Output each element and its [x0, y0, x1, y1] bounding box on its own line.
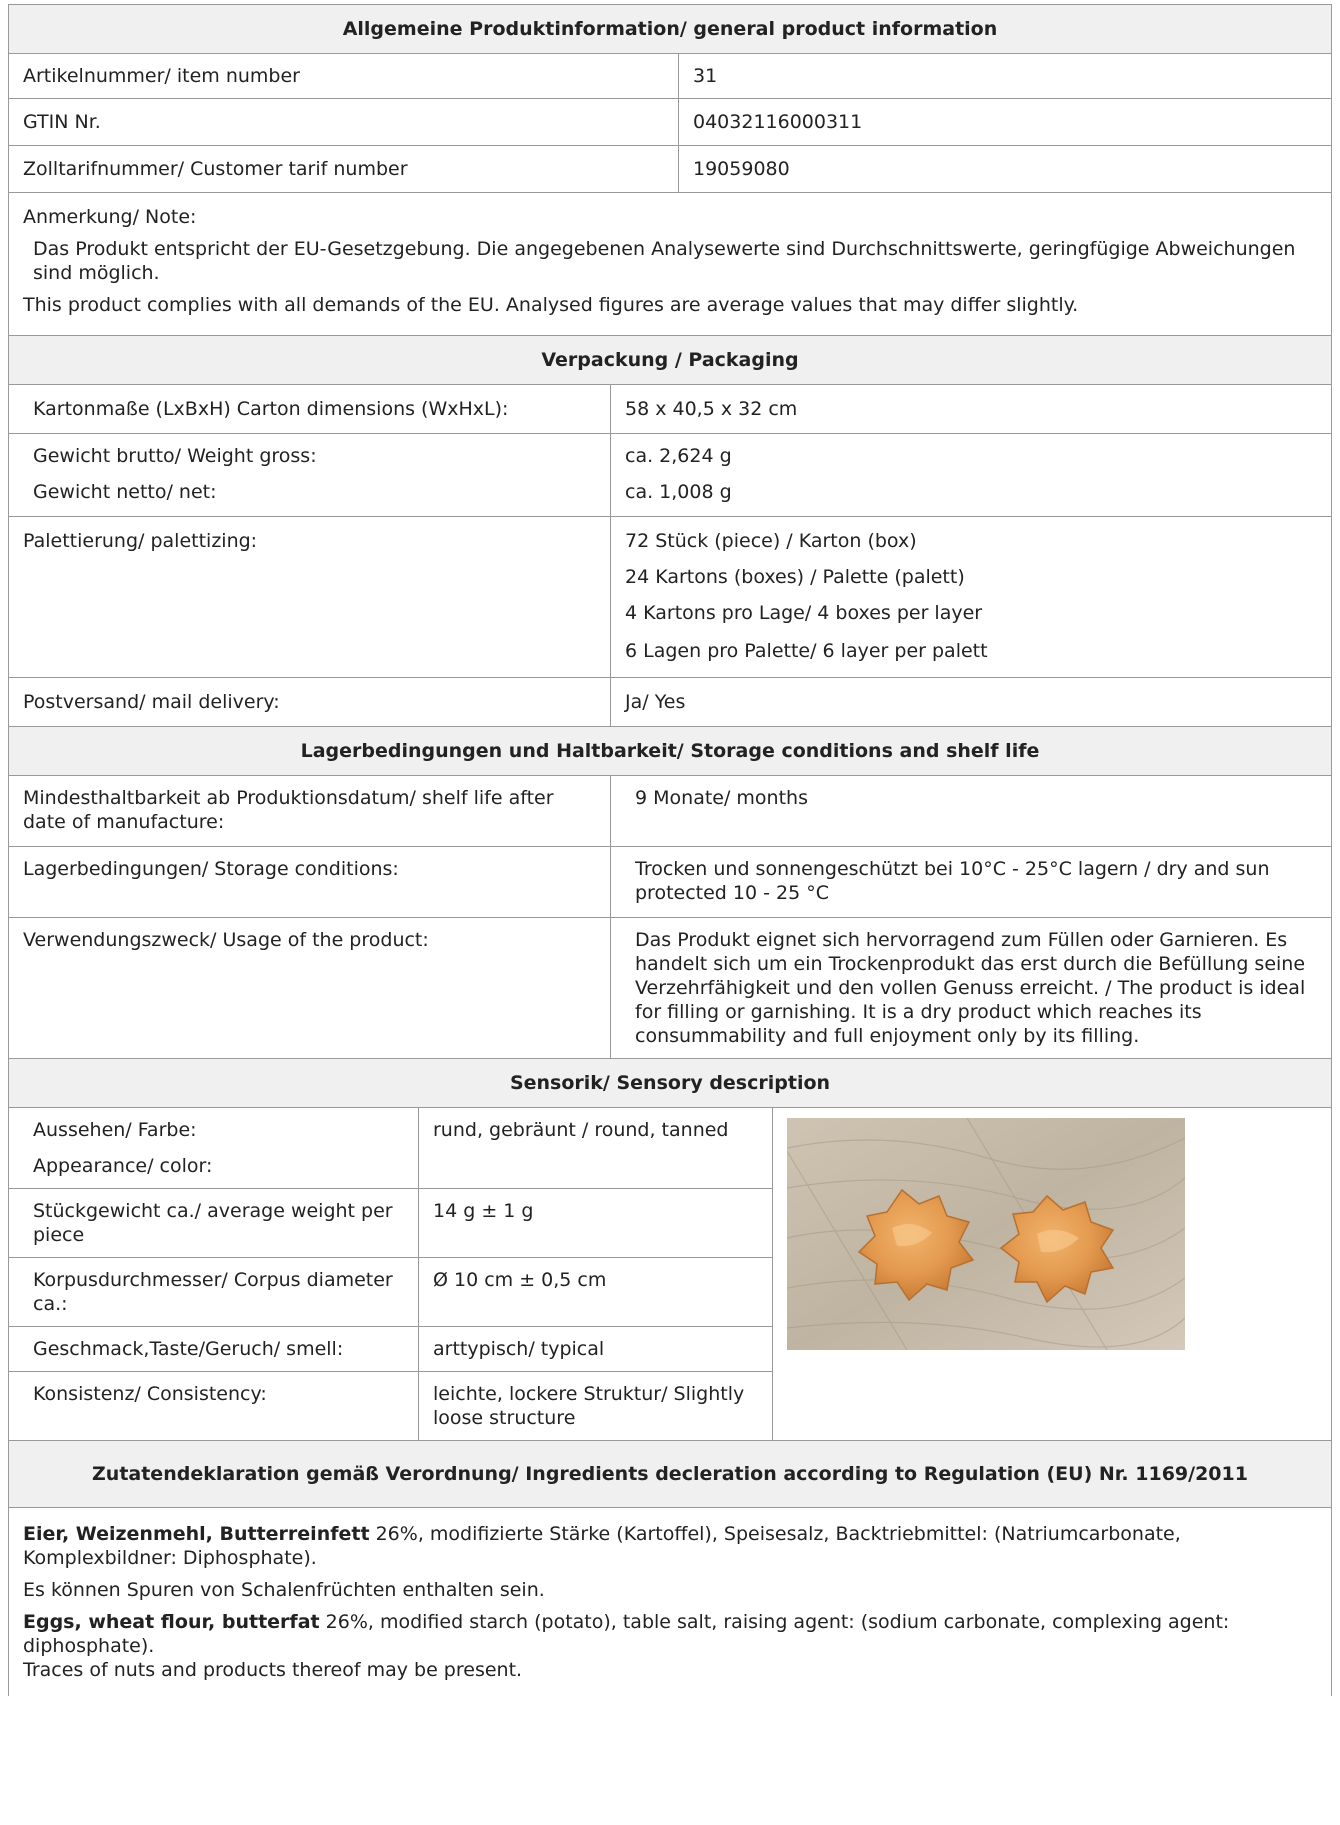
mail-delivery-value: Ja/ Yes	[625, 691, 686, 713]
sensory-body	[9, 1107, 1331, 1440]
weight-gross-label: Gewicht brutto/ Weight gross:	[33, 445, 317, 467]
table-row	[9, 145, 1331, 192]
table-row	[9, 53, 1331, 98]
palletizing-values	[611, 517, 1331, 677]
weight-values	[611, 434, 1331, 516]
table-row	[9, 846, 1331, 917]
ingredients-header: Zutatendeklaration gemäß Verordnung/ Ingredients decleration according to Regulation (EU) Nr. 1169/2011	[8, 1440, 1332, 1507]
pallet-line: 4 Kartons pro Lage/ 4 boxes per layer	[625, 602, 983, 624]
gtin-label: GTIN Nr.	[9, 99, 679, 145]
usage-label: Verwendungszweck/ Usage of the product:	[9, 918, 611, 1058]
item-number-label: Artikelnummer/ item number	[9, 54, 679, 98]
carton-dimensions-value: 58 x 40,5 x 32 cm	[625, 398, 798, 420]
palletizing-label: Palettierung/ palettizing:	[9, 517, 611, 677]
pallet-line: 6 Lagen pro Palette/ 6 layer per palett	[625, 640, 988, 662]
diameter-value: Ø 10 cm ± 0,5 cm	[419, 1258, 773, 1326]
customs-tariff-label: Zolltarifnummer/ Customer tarif number	[9, 146, 679, 192]
taste-label: Geschmack,Taste/Geruch/ smell:	[9, 1327, 419, 1371]
storage-header: Lagerbedingungen und Haltbarkeit/ Storage conditions and shelf life	[8, 726, 1332, 775]
table-row	[9, 1257, 773, 1326]
table-row	[9, 1108, 773, 1188]
ingredients-en-rest: 26%, modified starch (potato), table salt, raising agent: (sodium carbonate, complexing agent: diphosphate).	[23, 1611, 1230, 1657]
taste-value: arttypisch/ typical	[419, 1327, 773, 1371]
ingredients-de-rest: 26%, modifizierte Stärke (Kartoffel), Speisesalz, Backtriebmittel: (Natriumcarbonate, Komplexbildner: Diphosphate).	[23, 1523, 1181, 1569]
weight-net-label: Gewicht netto/ net:	[33, 481, 217, 503]
storage-conditions-value: Trocken und sonnengeschützt bei 10°C - 25°C lagern / dry and sun protected 10 - 25 °C	[635, 858, 1270, 904]
table-row	[9, 917, 1331, 1058]
weight-labels	[9, 434, 611, 516]
weight-gross-value: ca. 2,624 g	[625, 445, 732, 467]
ingredients-body	[9, 1507, 1331, 1696]
piece-weight-label: Stückgewicht ca./ average weight per piece	[9, 1189, 419, 1257]
note-block	[9, 192, 1331, 335]
sensory-header: Sensorik/ Sensory description	[8, 1058, 1332, 1107]
customs-tariff-value: 19059080	[693, 158, 790, 180]
appearance-label-en: Appearance/ color:	[33, 1155, 213, 1177]
weight-net-value: ca. 1,008 g	[625, 481, 732, 503]
table-row	[9, 1326, 773, 1371]
sensory-table	[9, 1108, 773, 1440]
pallet-line: 24 Kartons (boxes) / Palette (palett)	[625, 566, 965, 588]
product-photo-cell	[773, 1108, 1331, 1440]
appearance-label-de: Aussehen/ Farbe:	[33, 1119, 197, 1141]
ingredients-de-bold: Eier, Weizenmehl, Butterreinfett	[23, 1523, 370, 1545]
consistency-value: leichte, lockere Struktur/ Slightly loose structure	[419, 1372, 773, 1440]
general-info-section	[8, 53, 1332, 335]
shelf-life-label: Mindesthaltbarkeit ab Produktionsdatum/ shelf life after date of manufacture:	[9, 776, 611, 846]
traces-de: Es können Spuren von Schalenfrüchten enthalten sein.	[23, 1579, 545, 1601]
ingredients-section	[8, 1507, 1332, 1696]
ingredients-de	[23, 1522, 1317, 1570]
ingredients-en-bold: Eggs, wheat flour, butterfat	[23, 1611, 320, 1633]
ingredients-en	[23, 1610, 1317, 1658]
table-row	[9, 433, 1331, 516]
traces-en: Traces of nuts and products thereof may be present.	[23, 1659, 523, 1681]
table-row	[9, 516, 1331, 677]
carton-dimensions-label: Kartonmaße (LxBxH) Carton dimensions (WxHxL):	[9, 385, 611, 433]
packaging-section	[8, 384, 1332, 726]
pallet-line: 72 Stück (piece) / Karton (box)	[625, 530, 917, 552]
table-row	[9, 775, 1331, 846]
mail-delivery-label: Postversand/ mail delivery:	[9, 678, 611, 726]
storage-section	[8, 775, 1332, 1058]
storage-conditions-label: Lagerbedingungen/ Storage conditions:	[9, 847, 611, 917]
general-info-header: Allgemeine Produktinformation/ general product information	[8, 4, 1332, 53]
packaging-header: Verpackung / Packaging	[8, 335, 1332, 384]
gtin-value: 04032116000311	[693, 111, 863, 133]
product-photo	[787, 1118, 1185, 1350]
table-row	[9, 384, 1331, 433]
note-label: Anmerkung/ Note:	[23, 206, 197, 228]
table-row	[9, 1188, 773, 1257]
table-row	[9, 677, 1331, 726]
item-number-value: 31	[693, 65, 718, 87]
diameter-label: Korpusdurchmesser/ Corpus diameter ca.:	[9, 1258, 419, 1326]
piece-weight-value: 14 g ± 1 g	[419, 1189, 773, 1257]
usage-value: Das Produkt eignet sich hervorragend zum Füllen oder Garnieren. Es handelt sich um ein Trockenprodukt das erst durch die Befüllung seine Verzehrfähigkeit und den vollen Genuss erreicht. / The product is ideal for filling or garnishing. It is a dry product which reaches its consummability and full enjoyment only by its filling.	[635, 929, 1306, 1047]
table-row	[9, 98, 1331, 145]
sensory-section	[8, 1107, 1332, 1440]
table-row	[9, 1371, 773, 1440]
shelf-life-value: 9 Monate/ months	[635, 787, 808, 809]
appearance-label	[9, 1108, 419, 1188]
appearance-value: rund, gebräunt / round, tanned	[419, 1108, 773, 1188]
note-en: This product complies with all demands of the EU. Analysed figures are average values that may differ slightly.	[23, 294, 1079, 316]
product-spec-sheet	[8, 4, 1332, 1696]
note-de: Das Produkt entspricht der EU-Gesetzgebung. Die angegebenen Analysewerte sind Durchschnittswerte, geringfügige Abweichungen sind möglich.	[33, 238, 1296, 284]
consistency-label: Konsistenz/ Consistency:	[9, 1372, 419, 1440]
